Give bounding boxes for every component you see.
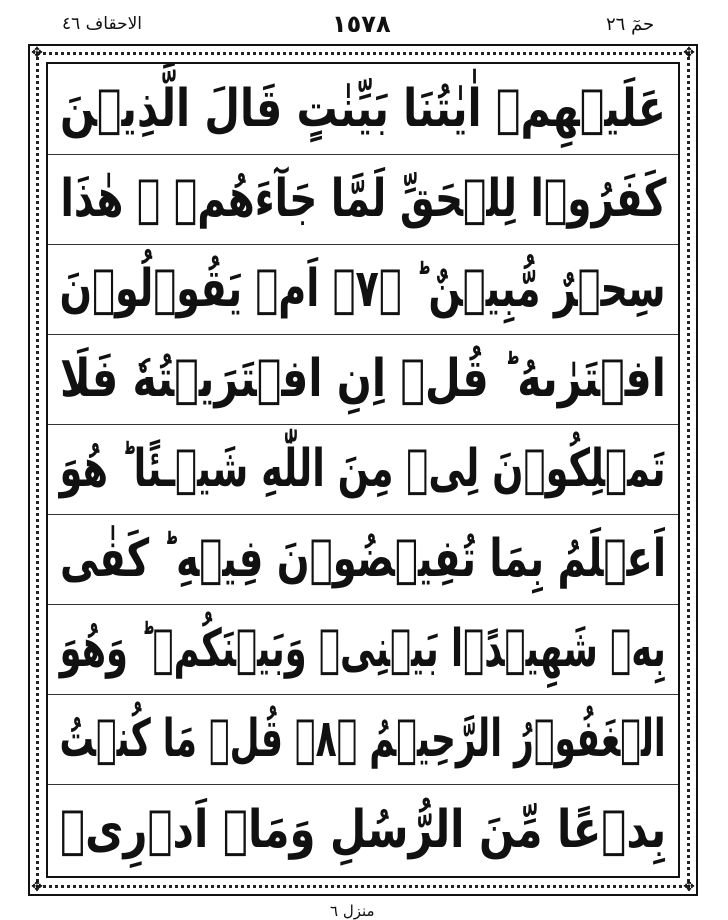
- verse-line: [48, 604, 678, 694]
- verse-line-text: الۡغَفُوۡرُ الرَّحِيۡمُ ﴿۸﴾ قُلۡ مَا كُنۡتُ: [59, 709, 667, 769]
- verse-line-text: تَمۡلِكُوۡنَ لِىۡ مِنَ اللّٰهِ شَيۡـئًا ؕ هُوَ: [59, 439, 667, 499]
- verse-line: [48, 514, 678, 604]
- page-header: [0, 0, 728, 48]
- verse-line: [48, 244, 678, 334]
- verse-line: [48, 424, 678, 514]
- corner-ornament-icon: ✥: [31, 45, 43, 61]
- verse-line: [48, 154, 678, 244]
- corner-ornament-icon: ✥: [31, 879, 43, 895]
- verse-line: [48, 334, 678, 424]
- verse-line-text: كَفَرُوۡا لِلۡحَقِّ لَمَّا جَآءَهُمۡ ۙ هٰذَا: [60, 169, 666, 229]
- verse-line-text: عَلَيۡهِمۡ اٰيٰتُنَا بَيِّنٰتٍ قَالَ الَّذِيۡنَ: [60, 79, 666, 139]
- verse-lines: [48, 64, 678, 876]
- verse-line: [48, 784, 678, 876]
- corner-ornament-icon: ✥: [683, 879, 695, 895]
- page-number: ١٥٧٨: [332, 10, 391, 38]
- manzil-marker: منزل ٦: [330, 902, 375, 920]
- juz-label: حمٓ ٢٦: [606, 14, 655, 35]
- verse-line-text: بِهٖ شَهِيۡدًۢا بَيۡنِىۡ وَبَيۡنَكُمۡ ؕ وَهُوَ: [59, 619, 667, 679]
- corner-ornament-icon: ✥: [683, 45, 695, 61]
- verse-line: [48, 694, 678, 784]
- verse-line-text: افۡتَرٰىهُ ؕ قُلۡ اِنِ افۡتَرَيۡتُهٗ فَلَا: [60, 349, 666, 409]
- verse-line-text: اَعۡلَمُ بِمَا تُفِيۡضُوۡنَ فِيۡهِ ؕ كَفٰى: [59, 529, 667, 589]
- verse-line-text: بِدۡعًا مِّنَ الرُّسُلِ وَمَاۤ اَدۡرِىۡ: [59, 800, 667, 860]
- verse-line-text: سِحۡرٌ مُّبِيۡنٌ ؕ ﴿۷﴾ اَمۡ يَقُوۡلُوۡنَ: [59, 259, 667, 319]
- surah-label: الاحقاف ٤٦: [62, 14, 142, 34]
- verse-line: [48, 64, 678, 154]
